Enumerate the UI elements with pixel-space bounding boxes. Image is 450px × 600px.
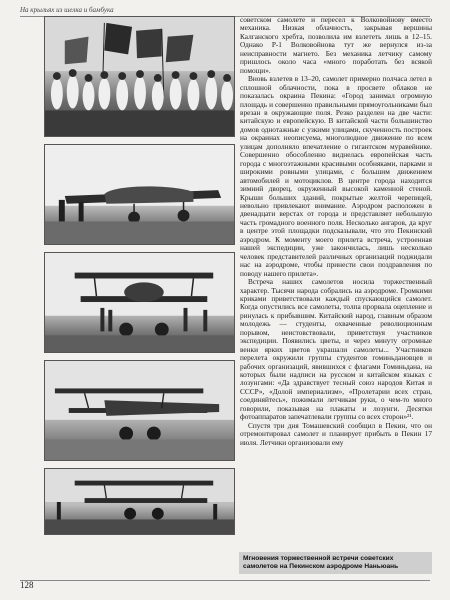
- biplane-front-photo: [44, 252, 235, 353]
- monoplane-at-airfield-photo: [44, 144, 235, 245]
- footer-rule: [20, 580, 430, 581]
- biplane-field-photo: [44, 468, 235, 535]
- body-text: [240, 16, 432, 447]
- paragraph: Спустя три дня Томашевский сообщил в Пекин, что он отремонтировал самолет и планирует прибыть в Пекин 17 июля. Летчики организовали ему: [240, 420, 432, 447]
- biplane-side-photo: [44, 360, 235, 461]
- paragraph: Встреча наших самолетов носила торжественный характер. Тысячи народа собрались на аэродроме. Громкими криками приветствовали каждый спускающийся самолет. Когда опустились все самолеты, толпа прорвала оцепление и ринулась к прибывшим. Китайский народ, главным образом молодежь — студенты, охваченные революционным порывом, неистовствовали, приветствуя участников экспедиции. Появились цветы, и через минуту огромные венки ярких цветов украшали самолеты... Участников перелета окружили группы студентов гоминьдановцев и рабочих организаций, явившихся с флагами Гоминьдана, на которых были надписи на русском и китайском языках с лозунгами: «Да здравствует тесный союз народов Китая и СССР», «Долой империализм», «Пролетарии всех стран, соединяйтесь», пожимали летчикам руки, о чем-то много говорили, показывая на плакаты и лозунги. Десятки фотоаппаратов запечатлевали группы со всех сторон»²¹.: [240, 277, 432, 422]
- page-number: 128: [20, 580, 34, 590]
- photo-caption: Мгновения торжественной встречи советских самолетов на Пекинском аэродроме Наньюань: [239, 552, 432, 574]
- photo-column: [44, 16, 235, 542]
- paragraph: советском самолете и пересел к Волковойнову вместо механика. Низкая облачность, закрывая вершины Калганского хребта, позволила им взлететь лишь в 12–15. Однако Р-1 Волковойнова тут же вернулся из-за неисправности магнето. Без механика летчику самому пришлось около часа «много поработать без всякой помощи».: [240, 15, 432, 75]
- running-head: На крыльях из шелка и бамбука: [20, 6, 430, 17]
- paragraph: Вновь взлетев в 13–20, самолет примерно полчаса летел в сплошной облачности, пока в просвете облаков не показалась окраина Пекина: «Город занимал огромную площадь и совершенно правильными прямоугольниками был врезан в окружающие поля. Резко разделен на две части: китайскую и европейскую. В китайской части большинство домов однотажные с узкими улицами, скученность построек на окраинах неописуема, многолюдное движение по всем улицам дополняло впечатление о гигантском муравейнике. Совершенно обособленно виднелась европейская часть города с многоэтажными красивыми особняками, парками и широкими ровными улицами, с большим движением автомобилей и мотоциклов. В центре города находится зимний дворец, окруженный высокой каменной стеной. Крыши больших зданий, покрытые желтой черепицей, невольно привлекают внимание. Аэродром расположен в двенадцати верстах от города и представляет небольшую часть громадного военного поля. Несколько ангаров, да круг в центре этой площадки подсказывали, что это Пекинский аэродром. К моменту моего прилета встреча, устроенная нашей экспедиции, уже закончилась, лишь несколько человек представителей различных организаций поджидали нас на аэродроме, чтобы принести свои поздравления по поводу нашего прилета».: [240, 74, 432, 278]
- crowd-with-flags-photo: [44, 16, 235, 137]
